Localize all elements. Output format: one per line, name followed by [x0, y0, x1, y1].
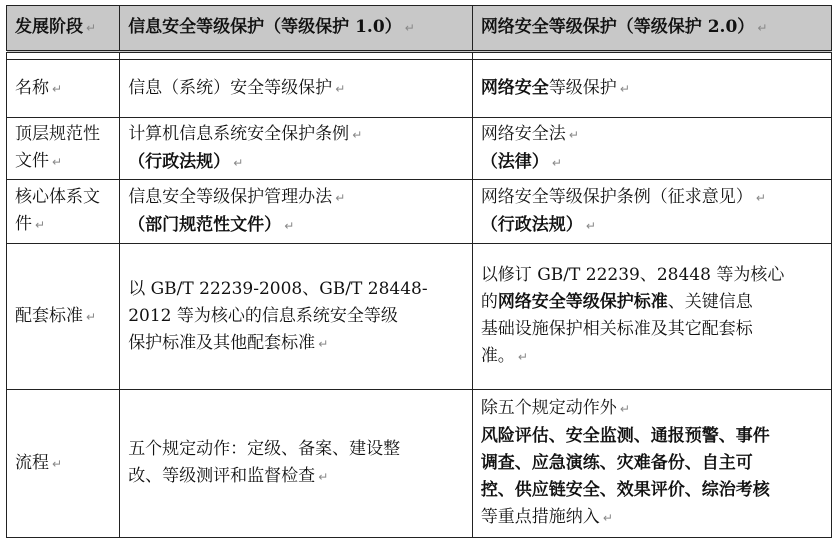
paragraph-mark-icon: ↵	[284, 218, 295, 233]
cell-v1: 五个规定动作：定级、备案、建设整 改、等级测评和监督检查 ↵	[120, 390, 473, 538]
paragraph-mark-icon: ↵	[404, 21, 415, 35]
table-row-top-level	[7, 118, 832, 180]
table-row-process	[7, 390, 832, 538]
comparison-table	[6, 5, 832, 538]
paragraph-mark-icon: ↵	[568, 127, 579, 142]
cell-v2: 网络安全等级保护条例（征求意见） ↵ （行政法规） ↵	[472, 180, 831, 244]
table-header-row	[7, 6, 832, 52]
header-v1: 信息安全等级保护（等级保护 1.0） ↵	[120, 6, 473, 52]
cell-v2: 网络安全等级保护 ↵	[472, 60, 831, 118]
paragraph-mark-icon: ↵	[318, 470, 329, 484]
cell-v1: 计算机信息系统安全保护条例 ↵ （行政法规） ↵	[120, 118, 473, 180]
paragraph-mark-icon: ↵	[335, 81, 346, 96]
cell-v1: 以 GB/T 22239-2008、GB/T 28448- 2012 等为核心的信息系统安全等级 保护标准及其他配套标准 ↵	[120, 244, 473, 390]
row-label: 顶层规范性 文件 ↵	[7, 118, 120, 180]
paragraph-mark-icon: ↵	[335, 190, 346, 205]
paragraph-mark-icon: ↵	[352, 127, 363, 142]
paragraph-mark-icon: ↵	[52, 456, 63, 471]
paragraph-mark-icon: ↵	[585, 218, 596, 233]
paragraph-mark-icon: ↵	[755, 190, 766, 205]
paragraph-mark-icon: ↵	[517, 350, 528, 364]
paragraph-mark-icon: ↵	[551, 155, 562, 170]
header-v2: 网络安全等级保护（等级保护 2.0） ↵	[472, 6, 831, 52]
paragraph-mark-icon: ↵	[86, 21, 97, 35]
cell-v2: 以修订 GB/T 22239、28448 等为核心 的网络安全等级保护标准、关键信息 基础设施保护相关标准及其它配套标 准。 ↵	[472, 244, 831, 390]
paragraph-mark-icon: ↵	[86, 309, 97, 324]
paragraph-mark-icon: ↵	[52, 81, 63, 96]
cell-v2: 除五个规定动作外 ↵ 风险评估、安全监测、通报预警、事件 调查、应急演练、灾难备份、自主可 控、供应链安全、效果评价、综治考核 等重点措施纳入 ↵	[472, 390, 831, 538]
table-row-name	[7, 60, 832, 118]
cell-v1: 信息安全等级保护管理办法 ↵ （部门规范性文件） ↵	[120, 180, 473, 244]
row-label: 流程 ↵	[7, 390, 120, 538]
cell-v2: 网络安全法 ↵ （法律） ↵	[472, 118, 831, 180]
header-stage: 发展阶段 ↵	[7, 6, 120, 52]
paragraph-mark-icon: ↵	[233, 155, 244, 170]
row-label: 名称 ↵	[7, 60, 120, 118]
row-label: 配套标准 ↵	[7, 244, 120, 390]
paragraph-mark-icon: ↵	[35, 218, 46, 232]
paragraph-mark-icon: ↵	[619, 81, 630, 96]
paragraph-mark-icon: ↵	[602, 511, 613, 525]
paragraph-mark-icon: ↵	[52, 155, 63, 169]
paragraph-mark-icon: ↵	[318, 336, 329, 351]
paragraph-mark-icon: ↵	[619, 402, 630, 416]
paragraph-mark-icon: ↵	[757, 21, 768, 35]
table-row-core-docs	[7, 180, 832, 244]
spacer-row	[7, 52, 832, 60]
cell-v1: 信息（系统）安全等级保护 ↵	[120, 60, 473, 118]
row-label: 核心体系文 件 ↵	[7, 180, 120, 244]
table-row-standards	[7, 244, 832, 390]
